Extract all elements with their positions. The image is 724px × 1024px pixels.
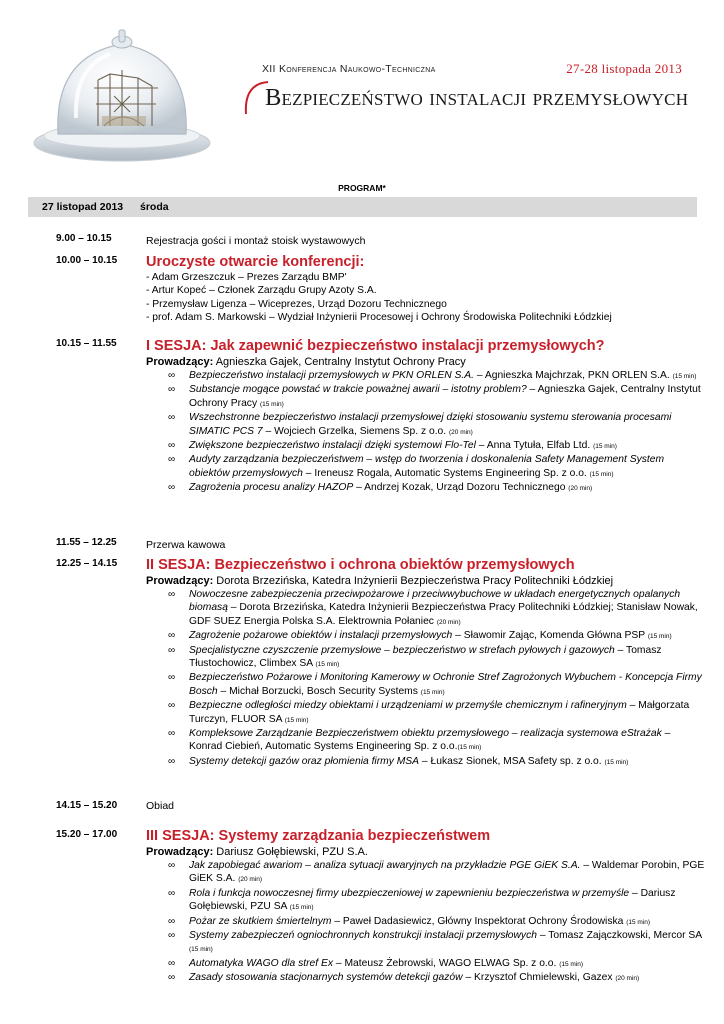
talk-item — [146, 383, 706, 411]
program-label: PROGRAM* — [338, 183, 386, 193]
conference-logo-dome — [18, 8, 228, 168]
talk-title: Zagrożenia procesu analizy HAZOP — [189, 482, 354, 494]
chair-name: Agnieszka Gajek, Centralny Instytut Ochrony Pracy — [213, 356, 466, 368]
talk-author: – Tomasz Tłustochowicz, Climbex SA — [189, 644, 662, 670]
session-chair — [146, 845, 706, 859]
talk-title: Bezpieczeństwo instalacji przemysłowych w PKN ORLEN S.A. — [189, 370, 474, 381]
glass-dome-icon — [18, 8, 228, 168]
bullet-icon: ∞ — [168, 930, 176, 942]
talk-list — [146, 588, 706, 769]
bullet-icon: ∞ — [168, 755, 176, 767]
talk-author: – Dariusz Gołębiewski, PZU SA — [189, 887, 676, 913]
talk-item — [146, 369, 706, 383]
talk-duration: (20 min) — [449, 428, 473, 436]
talk-duration: (15 min) — [289, 904, 314, 912]
talk-duration: (15 min) — [189, 946, 213, 954]
talk-author: – Andrzej Kozak, Urząd Dozoru Technicznego — [353, 482, 569, 494]
chair-label: Prowadzący: — [146, 356, 214, 368]
session-title: III SESJA: Systemy zarządzania bezpieczeństwem — [146, 828, 491, 844]
talk-item — [146, 411, 706, 439]
talk-item — [146, 453, 706, 481]
talk-item — [146, 644, 706, 672]
opening-speakers — [146, 271, 706, 324]
session-chair — [146, 574, 706, 588]
talk-title: Jak zapobiegać awariom – analiza sytuacji awaryjnych na przykładzie PGE GiEK S.A. — [189, 860, 581, 871]
talk-author: – Agnieszka Gajek, Centralny Instytut Ochrony Pracy — [189, 384, 701, 409]
talk-duration: (15 min) — [259, 400, 284, 408]
talk-item — [146, 481, 706, 495]
talk-item — [146, 971, 706, 985]
time-slot: 14.15 – 15.20 — [56, 800, 118, 811]
time-slot: 9.00 – 10.15 — [56, 233, 112, 244]
conference-dates: 27-28 listopada 2013 — [566, 61, 682, 76]
session-title: I SESJA: Jak zapewnić bezpieczeństwo instalacji przemysłowych? — [146, 338, 605, 354]
talk-title: Audyty zarządzania bezpieczeństwem – wstęp do tworzenia i doskonalenia Safety Management System obiektów przemysłowych — [189, 454, 665, 479]
conference-title: Bezpieczeństwo instalacji przemysłowych — [265, 84, 689, 111]
talk-item — [146, 629, 706, 643]
talk-item — [146, 755, 706, 769]
session-title: II SESJA: Bezpieczeństwo i ochrona obiektów przemysłowych — [146, 557, 575, 573]
session1-block — [146, 337, 706, 496]
talk-author: – Konrad Ciebień, Automatic Systems Engineering Sp. z o.o. — [189, 728, 671, 753]
talk-item — [146, 671, 706, 699]
talk-item — [146, 439, 706, 453]
talk-title: Zagrożenie pożarowe obiektów i instalacji przemysłowych — [189, 630, 453, 642]
opening-speaker: - Adam Grzeszczuk – Prezes Zarządu BMP' — [146, 272, 347, 283]
talk-author: – Anna Tytuła, Elfab Ltd. — [475, 440, 594, 452]
opening-speaker: - Artur Kopeć – Członek Zarządu Grupy Azoty S.A. — [146, 285, 377, 297]
talk-author: – Waldemar Porobin, PGE GiEK S.A. — [189, 860, 705, 885]
talk-title: Bezpieczne odległości miedzy obiektami i urządzeniami w przemyśle chemicznym i rafineryjnym — [189, 700, 627, 712]
talk-author: – Krzysztof Chmielewski, Gazex — [462, 972, 616, 984]
session-chair — [146, 355, 706, 369]
talk-item — [146, 727, 706, 755]
talk-author: – Wojciech Grzelka, Siemens Sp. z o.o. — [262, 425, 449, 437]
chair-label: Prowadzący: — [146, 846, 214, 858]
bullet-icon: ∞ — [168, 370, 176, 381]
talk-author: – Michał Borzucki, Bosch Security Systems — [217, 685, 421, 697]
talk-duration: (15 min) — [604, 758, 629, 766]
bullet-icon: ∞ — [168, 644, 176, 656]
bullet-icon: ∞ — [168, 915, 176, 927]
talk-item — [146, 957, 706, 971]
talk-duration: (20 min) — [615, 975, 640, 983]
opening-speaker: - prof. Adam S. Markowski – Wydział Inżynierii Procesowej i Ochrony Środowiska Politechniki Łódzkiej — [146, 311, 612, 323]
talk-author: – Ireneusz Rogala, Automatic Systems Engineering Sp. z o.o. — [302, 467, 590, 479]
bullet-icon: ∞ — [168, 860, 176, 871]
talk-duration: (15 min) — [284, 716, 309, 724]
session2-block — [146, 556, 706, 769]
talk-title: Substancje mogące powstać w trakcie poważnej awarii – istotny problem? — [189, 384, 527, 396]
chair-name: Dorota Brzezińska, Katedra Inżynierii Bezpieczeństwa Pracy Politechniki Łódzkiej — [213, 575, 614, 587]
talk-title: Rola i funkcja nowoczesnej firmy ubezpieczeniowej w zapewnieniu bezpieczeństwa w przemyśle — [189, 887, 630, 899]
time-slot: 12.25 – 14.15 — [56, 558, 118, 569]
talk-title: Nowoczesne zabezpieczenia przeciwpożarowe i przeciwwybuchowe w układach energetycznych opalanych biomasą — [189, 589, 681, 614]
talk-title: Bezpieczeństwo Pożarowe i Monitoring Kamerowy w Ochronie Stref Zagrożonych Wybuchem - Koncepcja Firmy Bosch — [189, 672, 702, 697]
bullet-icon: ∞ — [168, 454, 176, 466]
bullet-icon: ∞ — [168, 887, 176, 899]
talk-item — [146, 699, 706, 727]
talk-duration: (15 min) — [593, 443, 617, 451]
talk-duration: (20 min) — [238, 876, 263, 884]
time-slot: 11.55 – 12.25 — [56, 537, 117, 548]
talk-title: Zasady stosowania stacjonarnych systemów detekcji gazów — [189, 972, 463, 984]
registration-text: Rejestracja gości i montaż stoisk wystawowych — [146, 235, 366, 247]
talk-author: – Mateusz Żebrowski, WAGO ELWAG Sp. z o.o. — [333, 957, 560, 969]
bullet-icon: ∞ — [168, 384, 176, 396]
chair-name: Dariusz Gołębiewski, PZU S.A. — [213, 846, 368, 858]
day-date: 27 listopad 2013 — [42, 201, 124, 213]
talk-title: Specjalistyczne czyszczenie przemysłowe – bezpieczeństwo w strefach pyłowych i gazowych — [189, 644, 615, 656]
talk-author: – Paweł Dadasiewicz, Główny Inspektorat Ochrony Środowiska — [331, 915, 627, 927]
talk-duration: (20 min) — [436, 618, 461, 626]
talk-title: Wszechstronne bezpieczeństwo instalacji przemysłowej dzięki stosowaniu systemu sterowania procesami SIMATIC PCS 7 — [189, 412, 672, 437]
day-header-bar — [28, 197, 697, 217]
bullet-icon: ∞ — [168, 957, 176, 969]
talk-author: – Dorota Brzezińska, Katedra Inżynierii Bezpieczeństwa Pracy Politechniki Łódzkiej; Stanisław Nowak, GDF SUEZ Energia Polska S.A. Elektrownia Połaniec — [189, 602, 698, 627]
talk-author: – Małgorzata Turczyn, FLUOR SA — [189, 700, 690, 725]
time-slot: 10.15 – 11.55 — [56, 338, 117, 349]
session3-block — [146, 827, 706, 986]
talk-title: Zwiększone bezpieczeństwo instalacji dzięki systemowi Flo-Tel — [189, 440, 476, 452]
talk-duration: (20 min) — [568, 485, 593, 493]
talk-item — [146, 887, 706, 915]
talk-duration: (15 min) — [315, 661, 340, 669]
time-slot: 15.20 – 17.00 — [56, 829, 118, 840]
opening-title: Uroczyste otwarcie konferencji: — [146, 254, 365, 270]
talk-title: Automatyka WAGO dla stref Ex — [189, 957, 334, 969]
talk-title: Pożar ze skutkiem śmiertelnym — [189, 915, 332, 927]
talk-duration: (15 min) — [559, 960, 584, 968]
chair-label: Prowadzący: — [146, 575, 214, 587]
talk-author: – Agnieszka Majchrzak, PKN ORLEN S.A. — [473, 370, 673, 381]
bullet-icon: ∞ — [168, 630, 176, 642]
talk-title: Kompleksowe Zarządzanie Bezpieczeństwem obiektu przemysłowego – realizacja systemowa eStrażak — [189, 728, 662, 740]
talk-item — [146, 859, 706, 887]
bullet-icon: ∞ — [168, 589, 176, 600]
bullet-icon: ∞ — [168, 972, 176, 984]
talk-duration: (15 min) — [647, 633, 672, 641]
talk-title: Systemy zabezpieczeń ogniochronnych konstrukcji instalacji przemysłowych — [189, 930, 537, 942]
talk-item — [146, 915, 706, 929]
bullet-icon: ∞ — [168, 412, 176, 424]
talk-duration: (15 min) — [626, 918, 651, 926]
talk-duration: (15 min) — [672, 373, 697, 380]
opening-speaker: - Przemysław Ligenza – Wiceprezes, Urząd Dozoru Technicznego — [146, 298, 447, 310]
talk-title: Systemy detekcji gazów oraz płomienia firmy MSA — [189, 755, 420, 767]
talk-list — [146, 859, 706, 986]
time-slot: 10.00 – 10.15 — [56, 255, 118, 266]
bullet-icon: ∞ — [168, 700, 176, 712]
bullet-icon: ∞ — [168, 440, 176, 452]
talk-duration: (15 min) — [420, 688, 445, 696]
talk-list — [146, 369, 706, 496]
conference-name: XII Konferencja Naukowo-Techniczna — [262, 63, 436, 75]
break-text: Przerwa kawowa — [146, 539, 226, 551]
day-weekday: środa — [140, 201, 169, 213]
talk-item — [146, 929, 706, 957]
talk-duration: (15 min) — [457, 744, 482, 752]
talk-author: – Łukasz Sionek, MSA Safety sp. z o.o. — [419, 755, 605, 767]
opening-block — [146, 253, 706, 324]
bullet-icon: ∞ — [168, 672, 176, 684]
talk-author: – Sławomir Zając, Komenda Główna PSP — [452, 630, 648, 642]
talk-duration: (15 min) — [589, 470, 614, 478]
lunch-text: Obiad — [146, 800, 175, 812]
bullet-icon: ∞ — [168, 482, 176, 494]
bullet-icon: ∞ — [168, 728, 176, 740]
talk-author: – Tomasz Zajączkowski, Mercor SA — [536, 930, 702, 942]
talk-item — [146, 588, 706, 629]
